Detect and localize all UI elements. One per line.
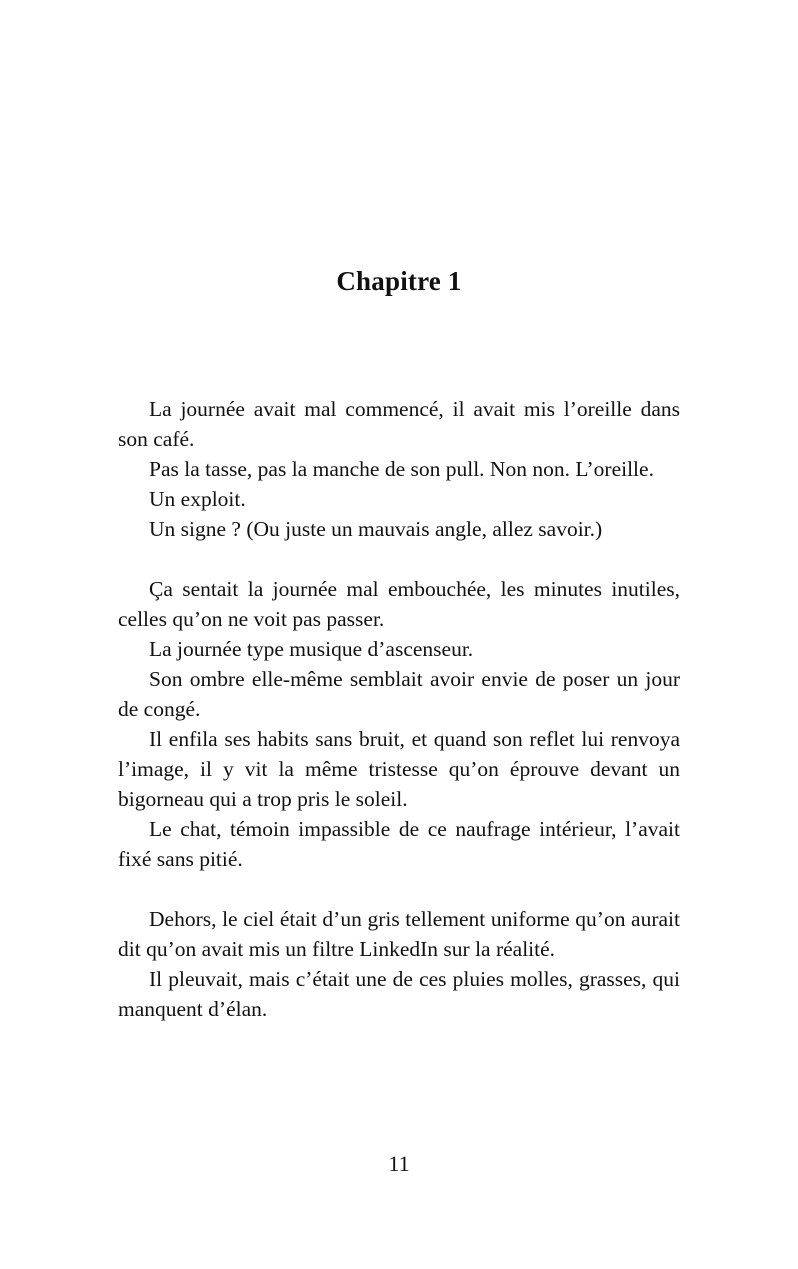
section-break xyxy=(118,544,680,574)
section-3 xyxy=(118,904,680,1024)
paragraph: La journée type musique d’ascenseur. xyxy=(149,637,474,661)
page-number: 11 xyxy=(388,1151,410,1176)
paragraph: Il enfila ses habits sans bruit, et quand son reflet lui renvoya l’image, il y vit la même tristesse qu’on éprouve devant un bigorneau qui a trop pris le soleil. xyxy=(118,727,680,811)
paragraph: Dehors, le ciel était d’un gris tellement uniforme qu’on aurait dit qu’on avait mis un filtre LinkedIn sur la réalité. xyxy=(118,907,680,961)
paragraph: Ça sentait la journée mal embouchée, les minutes inutiles, celles qu’on ne voit pas passer. xyxy=(118,577,680,631)
paragraph: La journée avait mal commencé, il avait mis l’oreille dans son café. xyxy=(118,397,680,451)
paragraph: Un signe ? (Ou juste un mauvais angle, allez savoir.) xyxy=(149,517,603,541)
paragraph: Il pleuvait, mais c’était une de ces pluies molles, grasses, qui manquent d’élan. xyxy=(118,967,680,1021)
paragraph: Pas la tasse, pas la manche de son pull. Non non. L’oreille. xyxy=(149,457,654,481)
paragraph: Son ombre elle-même semblait avoir envie de poser un jour de congé. xyxy=(118,667,680,721)
paragraph: Le chat, témoin impassible de ce naufrage intérieur, l’avait fixé sans pitié. xyxy=(118,817,680,871)
chapter-body xyxy=(118,394,680,1024)
section-break xyxy=(118,874,680,904)
section-2 xyxy=(118,574,680,874)
section-1 xyxy=(118,394,680,544)
chapter-title: Chapitre 1 xyxy=(336,266,462,296)
paragraph: Un exploit. xyxy=(149,487,246,511)
